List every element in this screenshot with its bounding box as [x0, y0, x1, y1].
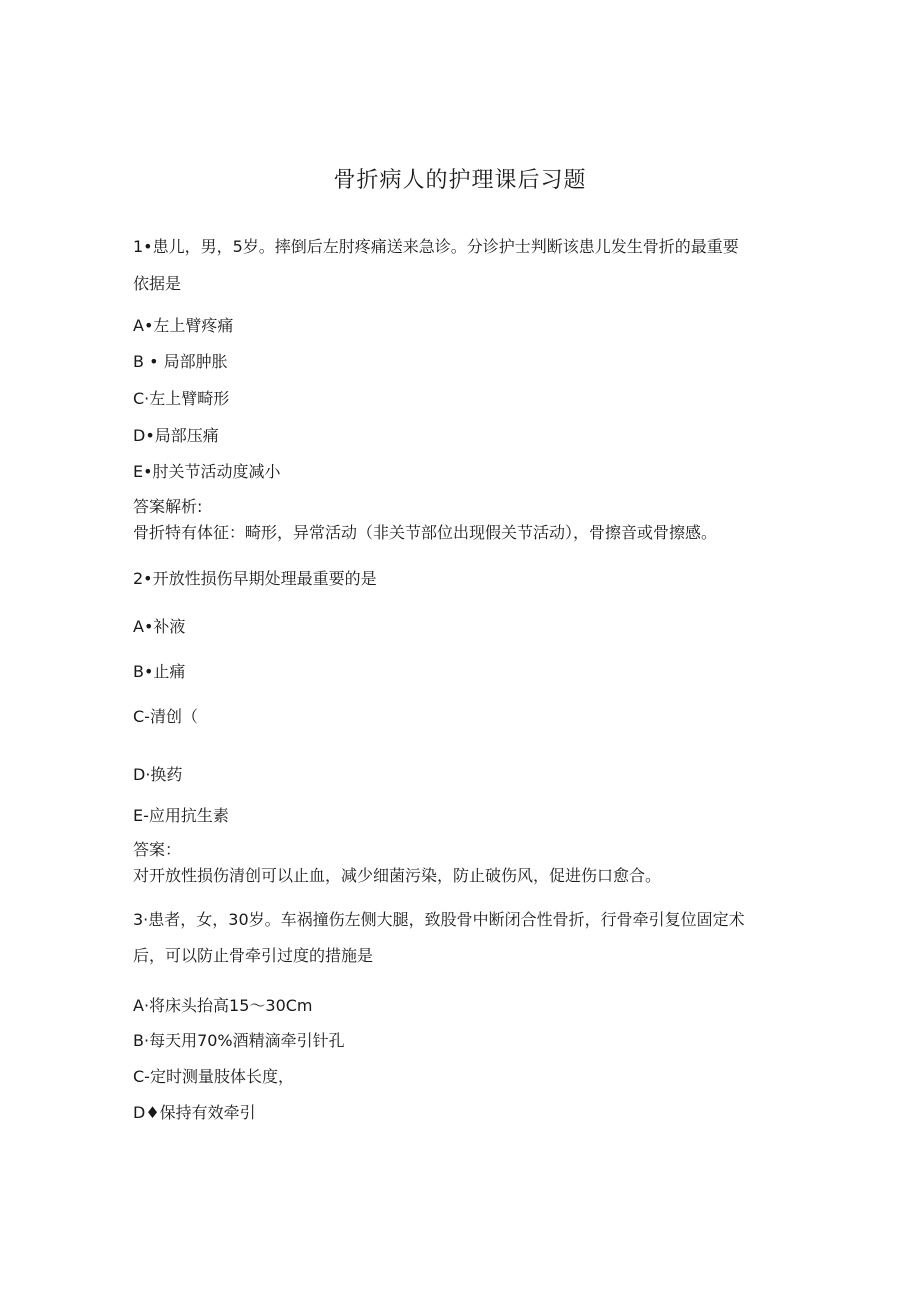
question-1-option-c: C·左上臂畸形 [133, 389, 230, 408]
question-1-option-d: D•局部压痛 [133, 426, 219, 445]
question-2-option-d: D·换药 [133, 765, 183, 784]
question-2-answer-label: 答案： [133, 840, 182, 859]
question-1-option-b: B • 局部肿胀 [133, 352, 228, 371]
question-1-option-e: E•肘关节活动度减小 [133, 462, 281, 481]
question-2-option-a: A•补液 [133, 617, 186, 636]
question-3-option-d: D♦保持有效牵引 [133, 1103, 256, 1122]
question-3-option-a: A·将床头抬高15～30Cm [133, 996, 313, 1015]
question-1-text-line-2: 依据是 [133, 274, 182, 293]
question-3-option-c: C-定时测量肢体长度， [133, 1067, 294, 1086]
question-3-option-b: B·每天用70%酒精滴牵引针孔 [133, 1031, 345, 1050]
question-1-text-line-1: 1•患儿，男，5岁。摔倒后左肘疼痛送来急诊。分诊护士判断该患儿发生骨折的最重要 [133, 237, 739, 256]
page-title: 骨折病人的护理课后习题 [333, 168, 587, 193]
question-2-option-e: E-应用抗生素 [133, 806, 229, 825]
question-2-option-c: C-清创（ [133, 707, 198, 726]
question-3-text-line-1: 3·患者，女，30岁。车祸撞伤左侧大腿，致股骨中断闭合性骨折，行骨牵引复位固定术 [133, 910, 745, 929]
question-2-answer-text: 对开放性损伤清创可以止血，减少细菌污染，防止破伤风，促进伤口愈合。 [133, 866, 662, 885]
question-2-option-b: B•止痛 [133, 662, 186, 681]
question-1-option-a: A•左上臂疼痛 [133, 316, 234, 335]
question-1-answer-label: 答案解析: [133, 497, 203, 516]
question-2-text: 2•开放性损伤早期处理最重要的是 [133, 569, 377, 588]
question-3-text-line-2: 后，可以防止骨牵引过度的措施是 [133, 946, 374, 965]
question-1-answer-text: 骨折特有体征：畸形，异常活动（非关节部位出现假关节活动），骨擦音或骨擦感。 [133, 523, 718, 542]
